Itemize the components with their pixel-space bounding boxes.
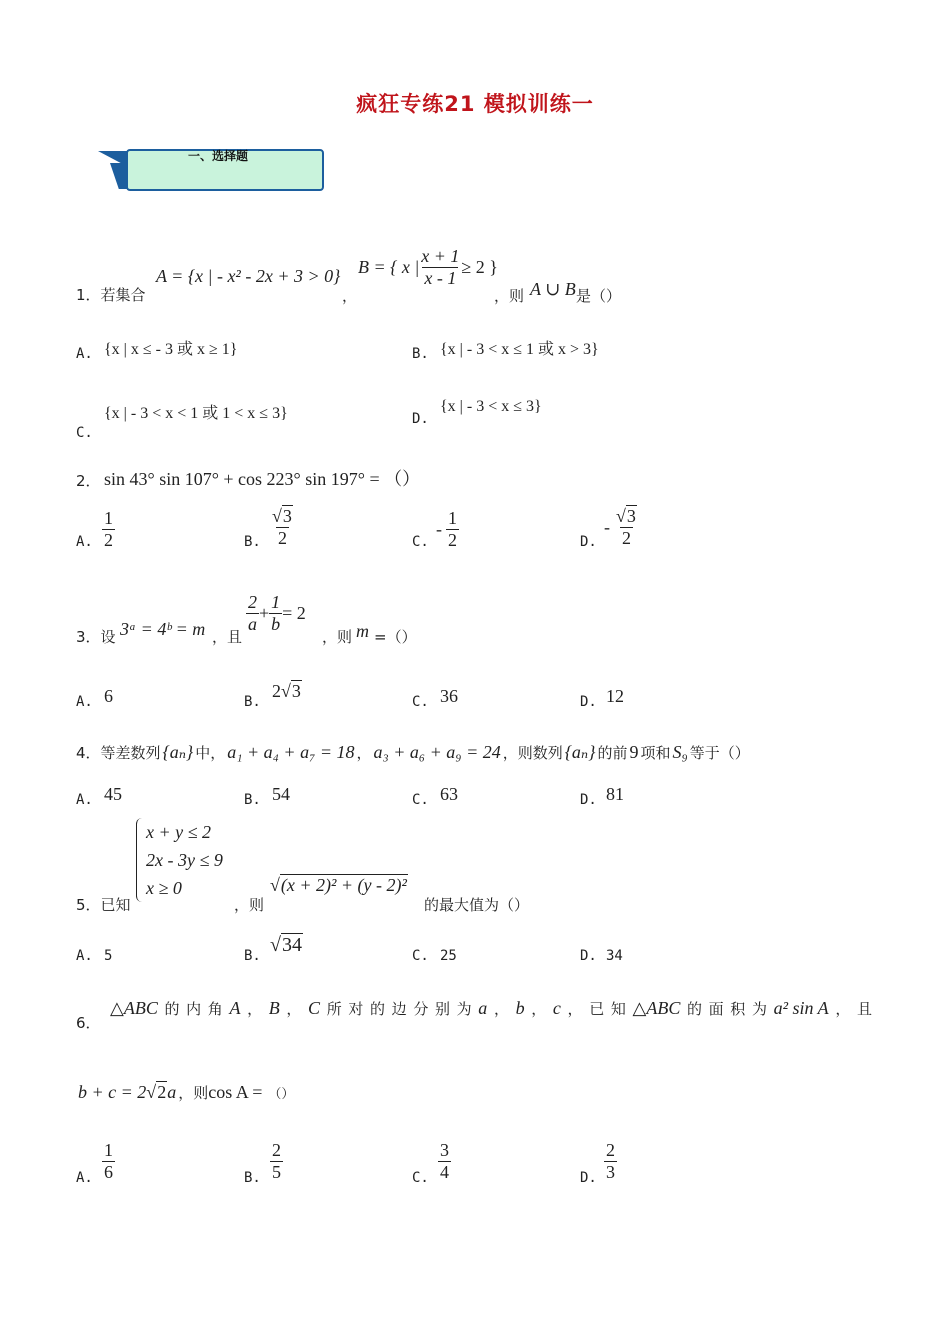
- q2-option-c: [436, 508, 459, 550]
- section-heading: 一、选择题: [188, 149, 249, 163]
- q4-n: 9: [629, 742, 639, 762]
- q6-line1-char: ，: [567, 1000, 583, 1018]
- q4-suffix: 等于（）: [689, 744, 750, 762]
- q5-constraint-2: 2x - 3y ≤ 9: [146, 850, 223, 870]
- q6-line1-char: 的: [370, 1000, 386, 1018]
- q3-f2-den: b: [271, 613, 281, 634]
- q1-suffix: 是（）: [576, 287, 622, 305]
- q2-a-num: 1: [104, 508, 113, 528]
- q3-mid: ，且: [212, 628, 243, 646]
- q4-option-a-label: A.: [76, 792, 93, 808]
- q6-option-a: [102, 1140, 115, 1182]
- q6-line2-a: a: [167, 1082, 177, 1102]
- q2-option-b: $\frac{√3}{2}$: [272, 506, 292, 548]
- q6-option-d: [604, 1140, 617, 1182]
- q3-plus: +: [259, 602, 270, 623]
- q6-line2-expr: cos A =: [208, 1082, 263, 1102]
- q6-line1-math: b: [515, 998, 525, 1018]
- q3-expression: 3ᵃ = 4ᵇ = m: [120, 619, 206, 639]
- q4-option-b: 54: [272, 784, 290, 804]
- q4-mid4: 的前: [597, 744, 628, 762]
- q6-option-b-label: B.: [244, 1170, 261, 1186]
- q2-a-den: 2: [104, 529, 113, 550]
- q6-line1-math: a: [478, 998, 488, 1018]
- q5-brace: [136, 818, 143, 902]
- q1-set-b-den: x - 1: [424, 267, 457, 288]
- q1-mid: ，则: [494, 287, 525, 305]
- q1-option-b: {x | - 3 < x ≤ 1 或 x > 3}: [440, 341, 599, 358]
- q2-option-c-label: C.: [412, 534, 429, 550]
- q6-line2-lhs: b + c = 2: [78, 1082, 147, 1102]
- q6-line1-char: 角: [207, 1000, 223, 1018]
- q3-option-b-label: B.: [244, 694, 261, 710]
- q5-mid: ，则: [234, 896, 265, 914]
- q3-b-rad: 3: [291, 681, 301, 701]
- q6-line1-char: 为: [751, 1000, 767, 1018]
- q6-line1-char: 边: [391, 1000, 407, 1018]
- q2-c-num: 1: [448, 508, 457, 528]
- q4-s: S₉: [672, 742, 688, 762]
- q1-set-b-lhs: B = { x |: [358, 256, 420, 277]
- q2-option-b-label: B.: [244, 534, 261, 550]
- q3-option-a: 6: [104, 686, 113, 706]
- q2-option-a: [102, 508, 115, 550]
- q6-line1-char: 的: [686, 1000, 702, 1018]
- q4-mid2: ，: [356, 744, 372, 762]
- q5-expr-rad: (x + 2)² + (y - 2)²: [280, 875, 407, 895]
- q4-mid5: 项和: [640, 744, 671, 762]
- q6-c-den: 4: [440, 1161, 449, 1182]
- q3-suffix: =（）: [374, 628, 417, 646]
- q4-stem: [76, 742, 750, 763]
- q3-m: m: [356, 621, 369, 641]
- q5-suffix: 的最大值为（）: [424, 896, 530, 914]
- q3-suffix-pre: ，则: [322, 628, 353, 646]
- q6-line1-char: 面: [708, 1000, 724, 1018]
- q4-seq: {aₙ}: [162, 742, 194, 762]
- q1-option-d: {x | - 3 < x ≤ 3}: [440, 398, 542, 415]
- q6-line1-char: 且: [856, 1000, 872, 1018]
- q6-line1-char: 为: [456, 1000, 472, 1018]
- q3-f2-num: 1: [271, 592, 281, 612]
- q2-b-den: 2: [277, 527, 287, 548]
- q4-eq1: a₁ + a₄ + a₇ = 18: [227, 742, 355, 762]
- q3-option-d-label: D.: [580, 694, 597, 710]
- q2-c-sign: -: [436, 518, 442, 539]
- q4-option-d-label: D.: [580, 792, 597, 808]
- q6-line1-math: A: [229, 998, 241, 1018]
- q6-line1-char: ，: [835, 1000, 851, 1018]
- q3-option-c: 36: [440, 686, 458, 706]
- q6-d-num: 2: [606, 1140, 615, 1160]
- q6-b-num: 2: [272, 1140, 281, 1160]
- q2-d-sign: -: [604, 516, 610, 537]
- q4-option-a: 45: [104, 784, 122, 804]
- q6-line-1: [110, 998, 872, 1019]
- q1-option-c-label: C.: [76, 425, 93, 441]
- q6-line1-math: C: [308, 998, 321, 1018]
- q2-option-a-label: A.: [76, 534, 93, 550]
- q6-d-den: 3: [606, 1161, 615, 1182]
- q5-option-a-label: A.: [76, 948, 93, 964]
- q1-union: A ∪ B: [530, 279, 576, 299]
- q5-option-b: √34: [270, 934, 302, 956]
- q6-line1-char: 积: [730, 1000, 746, 1018]
- q6-line1-math: △ABC: [632, 998, 681, 1018]
- q1-set-b-fraction: [419, 246, 461, 288]
- q3-f1-num: 2: [248, 592, 257, 612]
- q2-d-rad: 3: [626, 506, 636, 526]
- q3-eq: = 2: [282, 602, 306, 623]
- q6-line2-mid: ，则: [178, 1084, 209, 1102]
- q6-line1-char: ，: [531, 1000, 547, 1018]
- q6-line1-char: 别: [434, 1000, 450, 1018]
- q3-f1-den: a: [248, 613, 257, 634]
- q6-c-num: 3: [440, 1140, 449, 1160]
- q6-line1-math: △ABC: [110, 998, 158, 1018]
- q2-option-d: - $\frac{√3}{2}$: [604, 506, 636, 548]
- q5-prefix: 5．已知: [76, 896, 131, 914]
- q5-option-a: 5: [104, 948, 113, 964]
- q2-d-den: 2: [621, 527, 631, 548]
- q1-set-b: [358, 246, 498, 288]
- q4-option-c-label: C.: [412, 792, 429, 808]
- q6-a-den: 6: [104, 1161, 113, 1182]
- page-title: 疯狂专练21 模拟训练一: [356, 92, 594, 116]
- q6-option-a-label: A.: [76, 1170, 93, 1186]
- q6-option-c-label: C.: [412, 1170, 429, 1186]
- q1-option-a: {x | x ≤ - 3 或 x ≥ 1}: [104, 341, 238, 358]
- q6-option-b: [270, 1140, 283, 1182]
- q6-prefix: 6．: [76, 1014, 101, 1032]
- q5-option-b-label: B.: [244, 948, 261, 964]
- q6-line1-char: 内: [186, 1000, 202, 1018]
- q6-line1-char: 的: [164, 1000, 180, 1018]
- q1-option-a-label: A.: [76, 346, 93, 362]
- q6-b-den: 5: [272, 1161, 281, 1182]
- q2-option-d-label: D.: [580, 534, 597, 550]
- q1-option-d-label: D.: [412, 411, 429, 427]
- q6-option-d-label: D.: [580, 1170, 597, 1186]
- q6-line1-char: 已: [589, 1000, 605, 1018]
- q4-eq2: a₃ + a₆ + a₉ = 24: [373, 742, 501, 762]
- q1-set-b-rhs: ≥ 2 }: [461, 256, 498, 277]
- q6-line1-char: ，: [286, 1000, 302, 1018]
- q6-a-num: 1: [104, 1140, 113, 1160]
- q6-line-2: b + c = 2 √ 2 a ，则 cos A = （）: [78, 1082, 295, 1102]
- q3-condition: [246, 592, 306, 634]
- q2-prefix: 2．: [76, 472, 101, 490]
- q4-option-d: 81: [606, 784, 624, 804]
- q5-expression: √(x + 2)² + (y - 2)²: [270, 875, 407, 895]
- q6-line1-char: 分: [413, 1000, 429, 1018]
- q4-seq2: {aₙ}: [564, 742, 596, 762]
- q3-option-d: 12: [606, 686, 624, 706]
- q6-line1-math: c: [552, 998, 561, 1018]
- q6-line1-char: ，: [247, 1000, 263, 1018]
- q6-line1-math: a² sin A: [773, 998, 829, 1018]
- q5-b-rad: 34: [281, 934, 302, 956]
- q4-prefix: 4．等差数列: [76, 744, 161, 762]
- q4-mid3: ，则数列: [502, 744, 563, 762]
- q1-set-b-num: x + 1: [421, 246, 460, 266]
- q6-line1-char: 所: [326, 1000, 342, 1018]
- q6-line2-rad: 2: [157, 1082, 167, 1102]
- q4-option-c: 63: [440, 784, 458, 804]
- q1-sep: ，: [342, 287, 358, 305]
- q6-line1-math: B: [268, 998, 280, 1018]
- q5-option-d: 34: [606, 948, 623, 964]
- q6-option-c: [438, 1140, 451, 1182]
- q3-option-a-label: A.: [76, 694, 93, 710]
- q3-option-b: 2√3: [272, 681, 301, 701]
- q1-option-b-label: B.: [412, 346, 429, 362]
- q3-option-c-label: C.: [412, 694, 429, 710]
- q5-constraint-3: x ≥ 0: [146, 878, 182, 898]
- q5-option-c-label: C.: [412, 948, 429, 964]
- q6-line2-suffix: （）: [268, 1087, 295, 1102]
- q6-line1-char: ，: [493, 1000, 509, 1018]
- q6-line1-char: 知: [610, 1000, 626, 1018]
- q3-prefix: 3．设: [76, 628, 116, 646]
- q2-c-den: 2: [448, 529, 457, 550]
- q1-set-a: A = {x | - x² - 2x + 3 > 0}: [156, 266, 341, 286]
- q1-option-c: {x | - 3 < x < 1 或 1 < x ≤ 3}: [104, 405, 288, 422]
- q5-option-d-label: D.: [580, 948, 597, 964]
- q2-expression: sin 43° sin 107° + cos 223° sin 197° = （）: [104, 469, 421, 489]
- q4-option-b-label: B.: [244, 792, 261, 808]
- q5-constraint-1: x + y ≤ 2: [146, 822, 212, 842]
- q6-line1-char: 对: [348, 1000, 364, 1018]
- section-banner: [98, 149, 324, 191]
- q3-b-coef: 2: [272, 681, 281, 701]
- q1-prefix: 1．若集合: [76, 286, 146, 304]
- q4-mid1: 中，: [195, 744, 226, 762]
- q2-b-rad: 3: [282, 506, 292, 526]
- q5-option-c: 25: [440, 948, 457, 964]
